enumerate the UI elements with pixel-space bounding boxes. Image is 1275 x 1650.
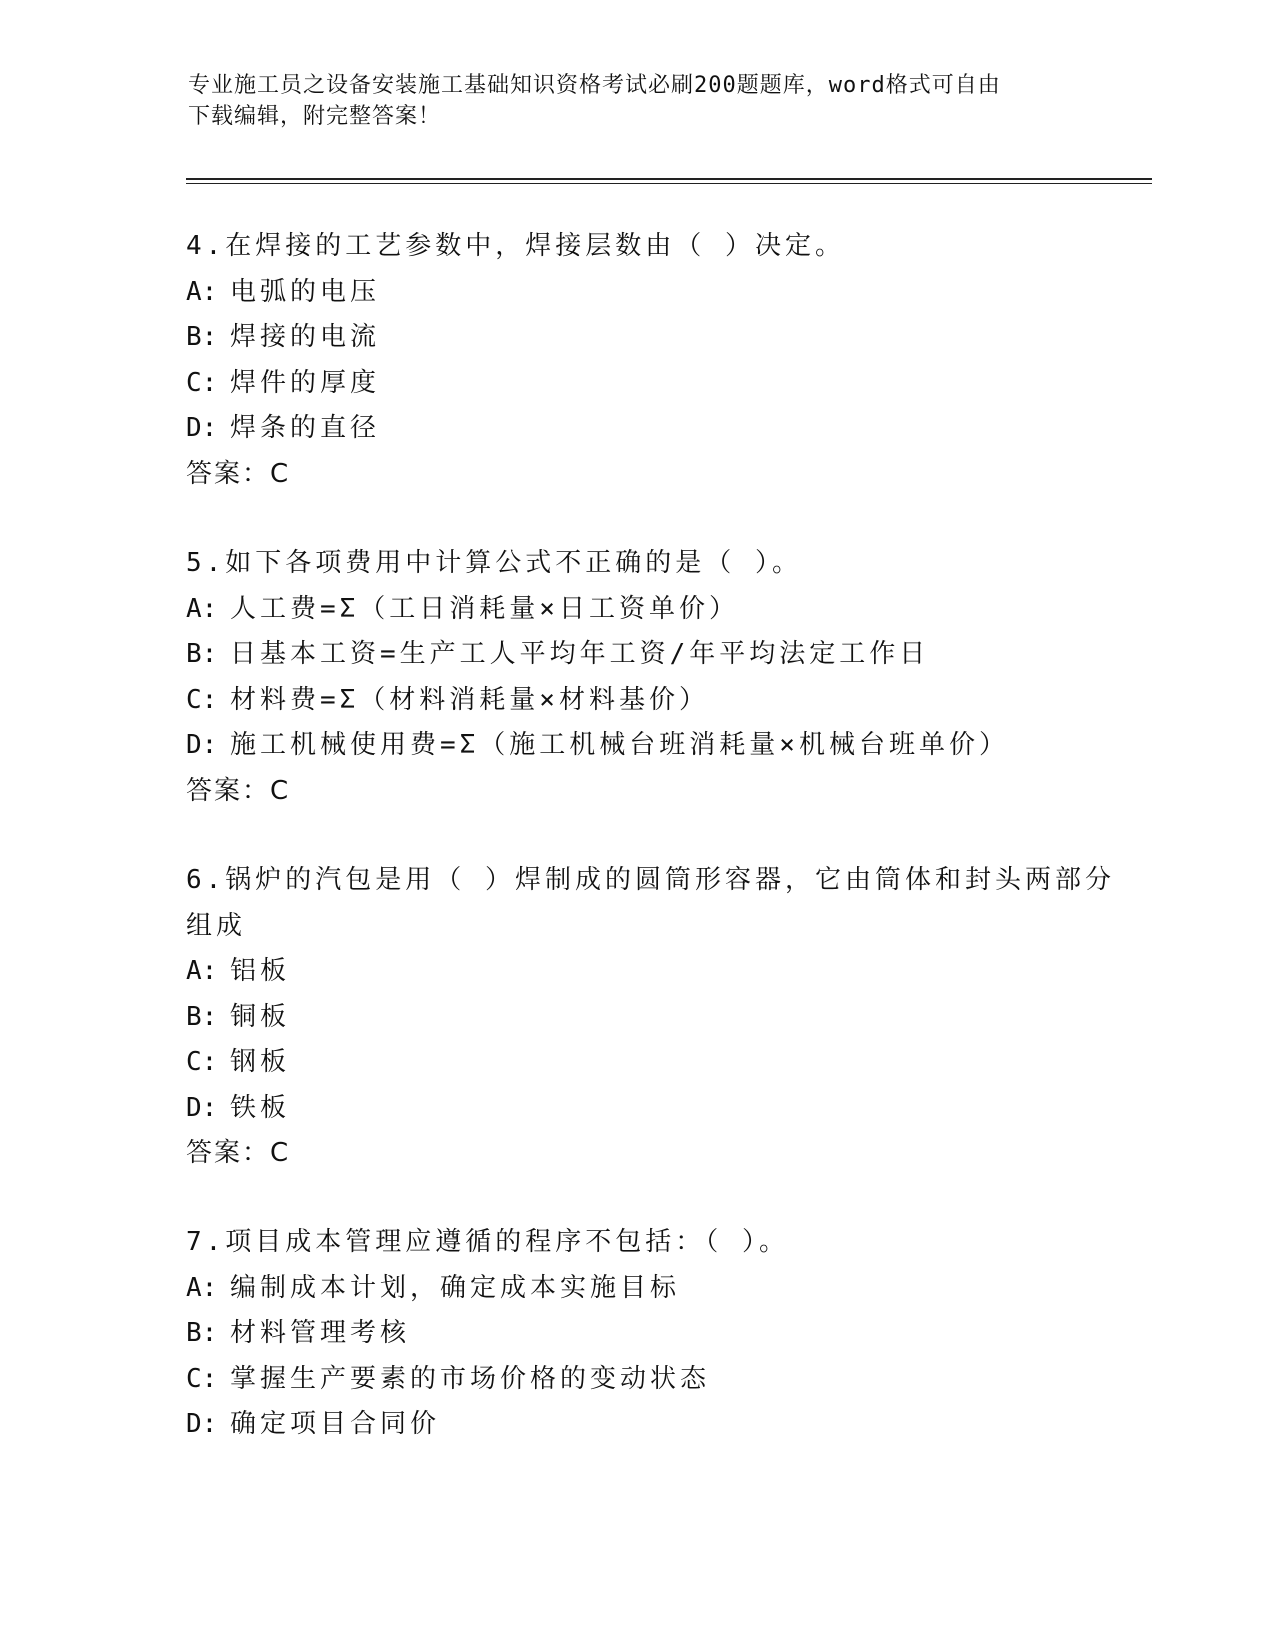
option-key: D: [186, 413, 218, 443]
option-key: A: [186, 1272, 218, 1303]
answer-line: 答案：C [186, 775, 291, 806]
option-key: C: [186, 367, 218, 398]
option-text: 人工费=Σ（工日消耗量×日工资单价） [230, 593, 739, 624]
option-key: C: [186, 1363, 218, 1394]
option-a [186, 1266, 1086, 1312]
document-header [188, 70, 1088, 132]
option-text: 材料管理考核 [230, 1318, 411, 1348]
question-stem-continued: 组成 [186, 910, 247, 941]
option-key: C: [186, 684, 218, 715]
option-a [186, 270, 1086, 316]
option-key: B: [186, 1001, 218, 1032]
option-key: D: [186, 1092, 218, 1123]
header-line-1: 专业施工员之设备安装施工基础知识资格考试必刷200题题库，word格式可自由 [188, 73, 1001, 98]
option-text: 日基本工资=生产工人平均年工资/年平均法定工作日 [230, 639, 930, 669]
option-key: B: [186, 322, 218, 352]
option-c [186, 1357, 1086, 1403]
option-text: 钢板 [230, 1047, 291, 1077]
option-a [186, 587, 1086, 633]
option-text: 铁板 [230, 1092, 291, 1123]
option-text: 确定项目合同价 [230, 1409, 441, 1439]
option-text: 电弧的电压 [230, 276, 381, 307]
header-line-2: 下载编辑，附完整答案！ [188, 104, 442, 129]
option-text: 焊件的厚度 [230, 367, 381, 398]
option-text: 焊条的直径 [230, 413, 381, 443]
option-b [186, 1311, 1086, 1357]
option-text: 材料费=Σ（材料消耗量×材料基价） [230, 684, 709, 715]
question-6 [186, 858, 1115, 1177]
option-key: B: [186, 1318, 218, 1348]
option-key: A: [186, 276, 218, 307]
option-key: D: [186, 730, 218, 760]
question-stem: 7.项目成本管理应遵循的程序不包括：（ ）。 [186, 1227, 789, 1257]
option-b [186, 315, 1086, 361]
question-7 [186, 1220, 1086, 1448]
option-key: B: [186, 639, 218, 669]
question-4 [186, 224, 1086, 497]
option-text: 铜板 [230, 1001, 291, 1032]
option-key: A: [186, 593, 218, 624]
option-c [186, 1040, 1086, 1086]
option-d [186, 1402, 1086, 1448]
option-a [186, 949, 1086, 995]
question-stem: 6.锅炉的汽包是用（ ）焊制成的圆筒形容器，它由筒体和封头两部分 [186, 865, 1115, 895]
option-key: C: [186, 1047, 218, 1077]
question-stem: 4.在焊接的工艺参数中，焊接层数由（ ）决定。 [186, 231, 845, 261]
question-stem: 5.如下各项费用中计算公式不正确的是（ ）。 [186, 548, 802, 578]
option-text: 编制成本计划，确定成本实施目标 [230, 1272, 681, 1303]
question-5 [186, 541, 1086, 814]
option-text: 焊接的电流 [230, 322, 381, 352]
option-d [186, 723, 1086, 769]
option-c [186, 678, 1086, 724]
option-c [186, 361, 1086, 407]
option-d [186, 406, 1086, 452]
option-text: 铝板 [230, 956, 291, 986]
option-key: D: [186, 1409, 218, 1439]
answer-line: 答案：C [186, 1138, 291, 1168]
answer-line: 答案：C [186, 458, 291, 489]
option-key: A: [186, 956, 218, 986]
option-text: 施工机械使用费=Σ（施工机械台班消耗量×机械台班单价） [230, 730, 1009, 760]
header-divider [186, 178, 1152, 184]
option-text: 掌握生产要素的市场价格的变动状态 [230, 1363, 711, 1394]
option-b [186, 995, 1086, 1041]
option-b [186, 632, 1086, 678]
option-d [186, 1086, 1086, 1132]
